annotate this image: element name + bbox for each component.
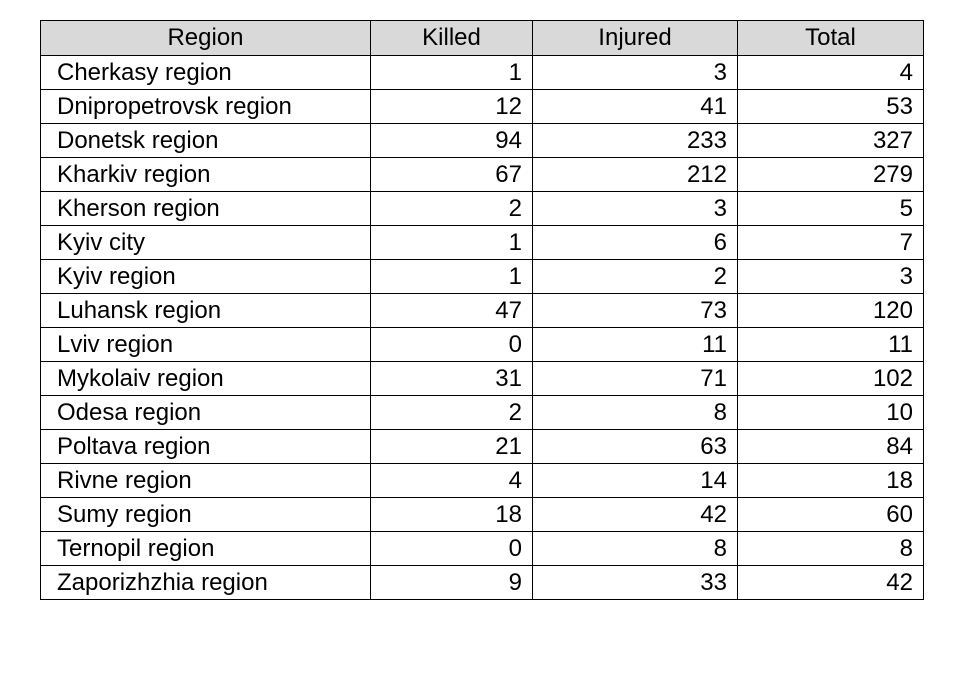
cell-injured: 8 <box>533 532 738 566</box>
cell-killed: 2 <box>371 192 533 226</box>
cell-killed: 1 <box>371 56 533 90</box>
table-row <box>41 498 924 532</box>
header-region: Region <box>41 21 371 56</box>
cell-injured: 8 <box>533 396 738 430</box>
cell-region: Cherkasy region <box>41 56 371 90</box>
cell-region: Zaporizhzhia region <box>41 566 371 600</box>
cell-region: Kherson region <box>41 192 371 226</box>
cell-injured: 2 <box>533 260 738 294</box>
table-row <box>41 328 924 362</box>
cell-total: 102 <box>738 362 924 396</box>
header-total: Total <box>738 21 924 56</box>
cell-total: 53 <box>738 90 924 124</box>
cell-injured: 3 <box>533 56 738 90</box>
cell-injured: 63 <box>533 430 738 464</box>
table-row <box>41 464 924 498</box>
cell-region: Poltava region <box>41 430 371 464</box>
cell-region: Luhansk region <box>41 294 371 328</box>
cell-region: Odesa region <box>41 396 371 430</box>
table-row <box>41 566 924 600</box>
cell-total: 18 <box>738 464 924 498</box>
cell-killed: 18 <box>371 498 533 532</box>
cell-injured: 33 <box>533 566 738 600</box>
cell-killed: 9 <box>371 566 533 600</box>
cell-total: 60 <box>738 498 924 532</box>
cell-region: Kyiv region <box>41 260 371 294</box>
table-row <box>41 56 924 90</box>
cell-total: 4 <box>738 56 924 90</box>
cell-region: Kyiv city <box>41 226 371 260</box>
cell-killed: 1 <box>371 260 533 294</box>
cell-total: 84 <box>738 430 924 464</box>
table-row <box>41 260 924 294</box>
table-row <box>41 430 924 464</box>
cell-total: 279 <box>738 158 924 192</box>
header-injured: Injured <box>533 21 738 56</box>
table-row <box>41 396 924 430</box>
cell-injured: 11 <box>533 328 738 362</box>
cell-region: Sumy region <box>41 498 371 532</box>
cell-total: 8 <box>738 532 924 566</box>
casualties-table <box>40 20 924 600</box>
table-row <box>41 362 924 396</box>
table-row <box>41 226 924 260</box>
table-row <box>41 294 924 328</box>
cell-total: 10 <box>738 396 924 430</box>
cell-region: Donetsk region <box>41 124 371 158</box>
cell-injured: 3 <box>533 192 738 226</box>
cell-region: Kharkiv region <box>41 158 371 192</box>
table-row <box>41 158 924 192</box>
cell-total: 5 <box>738 192 924 226</box>
cell-region: Mykolaiv region <box>41 362 371 396</box>
cell-injured: 71 <box>533 362 738 396</box>
cell-injured: 14 <box>533 464 738 498</box>
cell-killed: 2 <box>371 396 533 430</box>
cell-killed: 12 <box>371 90 533 124</box>
cell-total: 11 <box>738 328 924 362</box>
table-header <box>41 21 924 56</box>
cell-killed: 47 <box>371 294 533 328</box>
cell-injured: 41 <box>533 90 738 124</box>
cell-injured: 73 <box>533 294 738 328</box>
cell-killed: 0 <box>371 532 533 566</box>
cell-killed: 1 <box>371 226 533 260</box>
header-killed: Killed <box>371 21 533 56</box>
cell-injured: 233 <box>533 124 738 158</box>
cell-region: Lviv region <box>41 328 371 362</box>
cell-killed: 4 <box>371 464 533 498</box>
cell-total: 120 <box>738 294 924 328</box>
cell-injured: 42 <box>533 498 738 532</box>
cell-region: Rivne region <box>41 464 371 498</box>
table-row <box>41 532 924 566</box>
cell-killed: 21 <box>371 430 533 464</box>
table-row <box>41 124 924 158</box>
cell-killed: 94 <box>371 124 533 158</box>
cell-region: Ternopil region <box>41 532 371 566</box>
table-row <box>41 90 924 124</box>
cell-injured: 212 <box>533 158 738 192</box>
cell-killed: 31 <box>371 362 533 396</box>
cell-killed: 0 <box>371 328 533 362</box>
table-row <box>41 192 924 226</box>
cell-region: Dnipropetrovsk region <box>41 90 371 124</box>
cell-total: 42 <box>738 566 924 600</box>
cell-total: 327 <box>738 124 924 158</box>
cell-killed: 67 <box>371 158 533 192</box>
cell-injured: 6 <box>533 226 738 260</box>
cell-total: 7 <box>738 226 924 260</box>
table-body <box>41 56 924 600</box>
cell-total: 3 <box>738 260 924 294</box>
header-row <box>41 21 924 56</box>
